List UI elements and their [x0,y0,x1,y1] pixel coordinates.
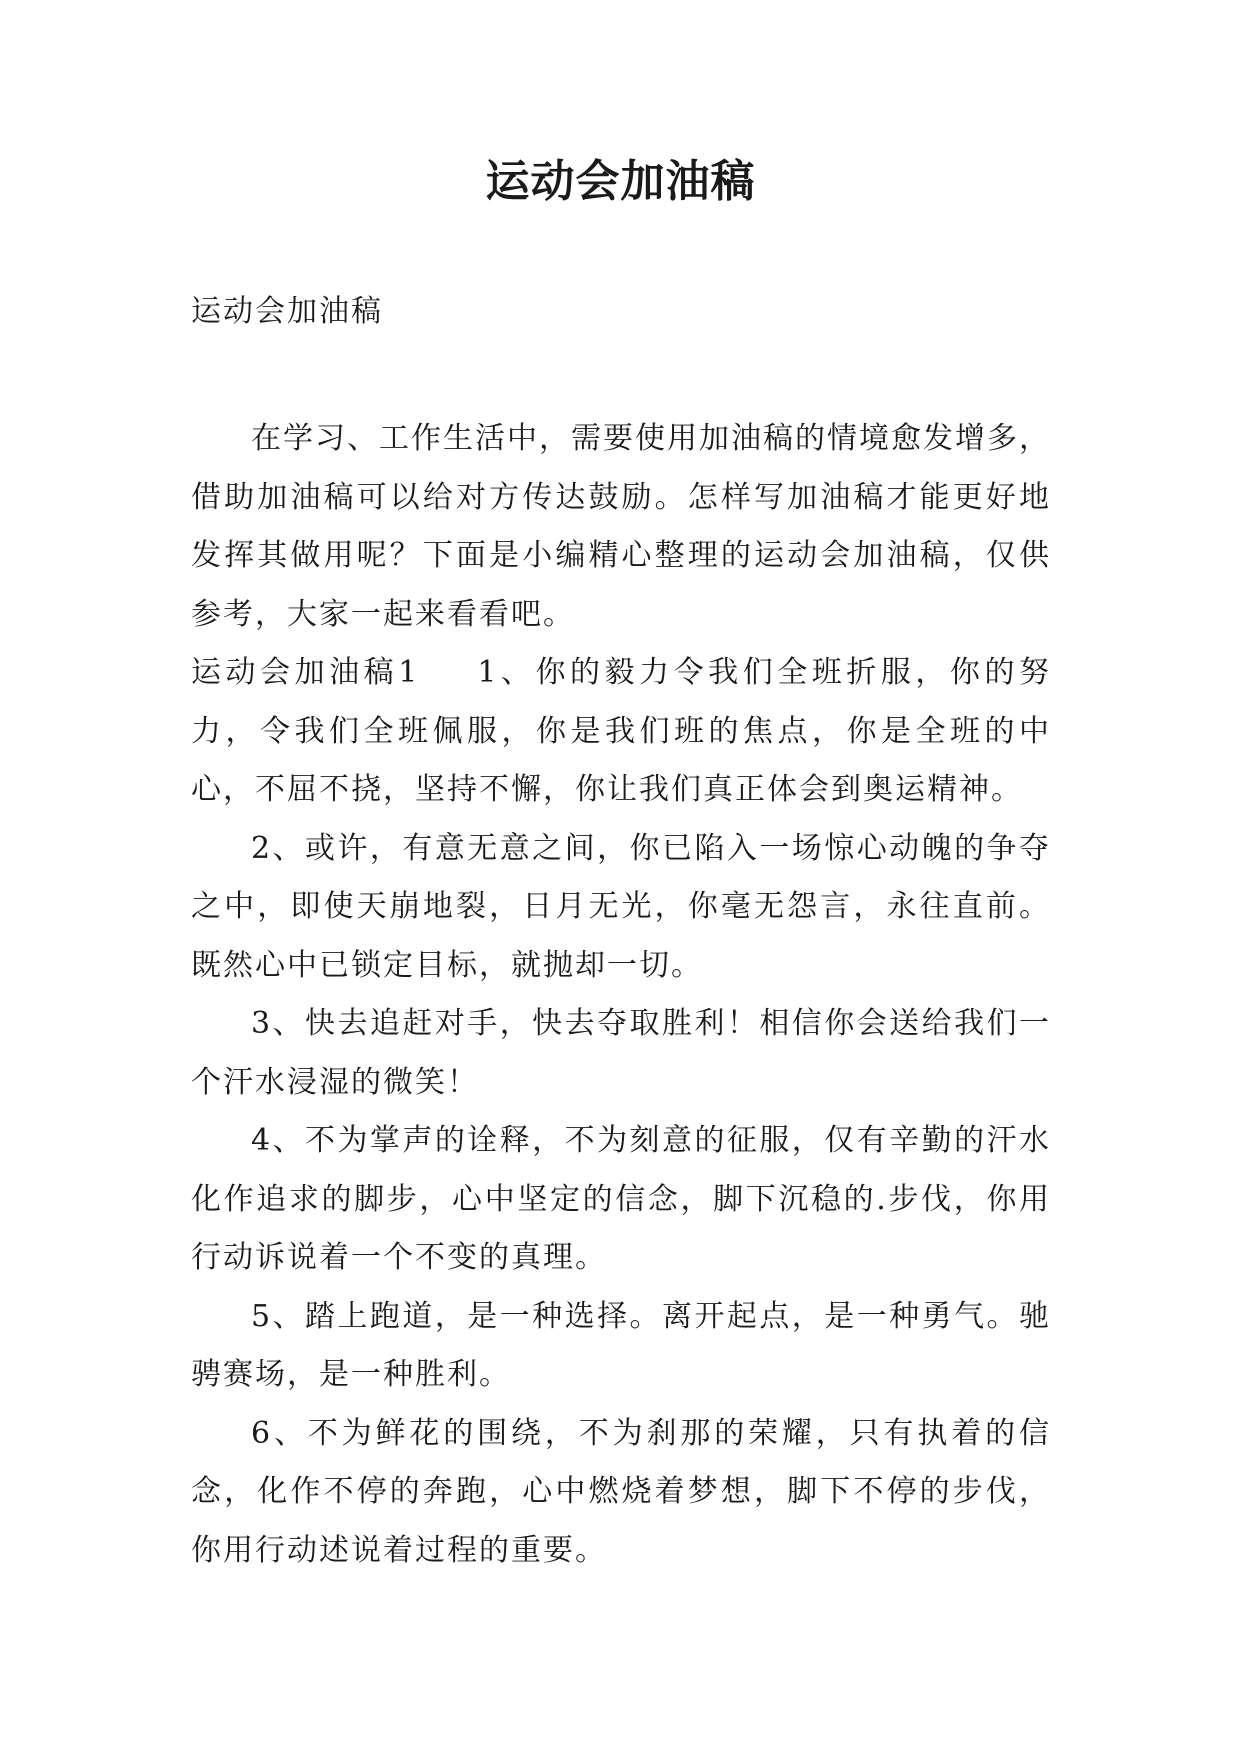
item-1: 1、你的毅力令我们全班折服，你的努力，令我们全班佩服，你是我们班的焦点，你是全班的中心，不屈不挠，坚持不懈，你让我们真正体会到奥运精神。 [191,655,1051,807]
section-paragraph [191,644,1051,820]
item-6: 6、不为鲜花的围绕，不为刹那的荣耀，只有执着的信念，化作不停的奔跑，心中燃烧着梦想，脚下不停的步伐，你用行动述说着过程的重要。 [191,1415,1051,1568]
item-2: 2、或许，有意无意之间，你已陷入一场惊心动魄的争夺之中，即使天崩地裂，日月无光，你毫无怨言，永往直前。既然心中已锁定目标，就抛却一切。 [191,830,1051,983]
document-subtitle: 运动会加油稿 [191,294,383,329]
item-3: 3、快去追赶对手，快去夺取胜利！相信你会送给我们一个汗水浸湿的微笑！ [191,1006,1051,1100]
section-heading: 运动会加油稿1 [191,655,420,690]
item-4: 4、不为掌声的诠释，不为刻意的征服，仅有辛勤的汗水化作追求的脚步，心中坚定的信念，脚下沉稳的.步伐，你用行动诉说着一个不变的真理。 [191,1123,1051,1275]
document-title: 运动会加油稿 [485,156,756,207]
document-body [191,410,1051,1580]
item-5: 5、踏上跑道，是一种选择。离开起点，是一种勇气。驰骋赛场，是一种胜利。 [191,1298,1051,1392]
intro-paragraph: 在学习、工作生活中，需要使用加油稿的情境愈发增多，借助加油稿可以给对方传达鼓励。怎样写加油稿才能更好地发挥其做用呢？下面是小编精心整理的运动会加油稿，仅供参考，大家一起来看看吧。 [191,421,1051,632]
